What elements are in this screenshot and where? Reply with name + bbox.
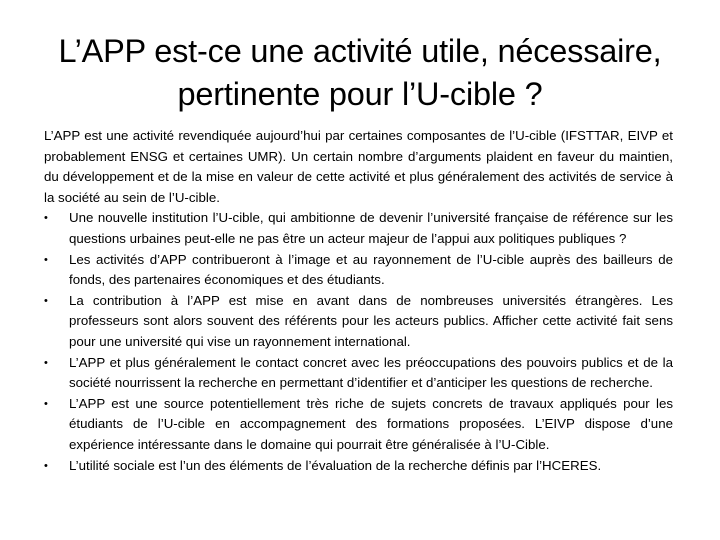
bullet-text: L’utilité sociale est l’un des éléments de l’évaluation de la recherche définis par l’HCERES. bbox=[69, 457, 602, 473]
intro-paragraph: L’APP est une activité revendiquée aujourd’hui par certaines composantes de l’U-cible (IFSTTAR, EIVP et probablement ENSG et certaines UMR). Un certain nombre d’arguments plaident en faveur du maintien, du développement et de la mise en valeur de cette activité et plus généralement des activités de service à la société au sein de l’U-cible. bbox=[44, 128, 673, 205]
bullet-icon: • bbox=[44, 294, 48, 307]
slide-body bbox=[44, 126, 673, 476]
bullet-icon: • bbox=[44, 253, 48, 266]
bullet-icon: • bbox=[44, 212, 48, 225]
bullet-text: L’APP est une source potentiellement très riche de sujets concrets de travaux appliqués pour les étudiants de l’U-cible en accompagnement des formations proposées. L’EIVP dispose d’une expérience intéressante dans le domaine qui pourrait être généralisée à l’U-Cible. bbox=[69, 395, 673, 452]
bullet-item bbox=[44, 456, 673, 477]
bullet-item bbox=[44, 394, 673, 456]
bullet-list bbox=[44, 208, 673, 476]
bullet-icon: • bbox=[44, 356, 48, 369]
bullet-item bbox=[44, 291, 673, 353]
bullet-item bbox=[44, 250, 673, 291]
bullet-icon: • bbox=[44, 397, 48, 410]
bullet-text: Les activités d’APP contribueront à l’image et au rayonnement de l’U-cible auprès des bailleurs de fonds, des partenaires économiques et des étudiants. bbox=[69, 251, 673, 288]
bullet-item bbox=[44, 353, 673, 394]
bullet-text: L’APP et plus généralement le contact concret avec les préoccupations des pouvoirs publics et de la société nourrissent la recherche en permettant d’identifier et d’anticiper les questions de recherche. bbox=[69, 354, 673, 391]
slide-title: L’APP est-ce une activité utile, nécessaire, pertinente pour l’U-cible ? bbox=[58, 33, 662, 112]
bullet-text: La contribution à l’APP est mise en avant dans de nombreuses universités étrangères. Les professeurs sont alors souvent des référents pour les acteurs publics. Afficher cette activité fait sens pour une université qui vise un rayonnement international. bbox=[69, 292, 673, 349]
bullet-item bbox=[44, 208, 673, 249]
bullet-icon: • bbox=[44, 459, 48, 472]
bullet-text: Une nouvelle institution l’U-cible, qui ambitionne de devenir l’université française de référence sur les questions urbaines peut-elle ne pas être un acteur majeur de l’appui aux politiques publiques ? bbox=[69, 210, 673, 246]
